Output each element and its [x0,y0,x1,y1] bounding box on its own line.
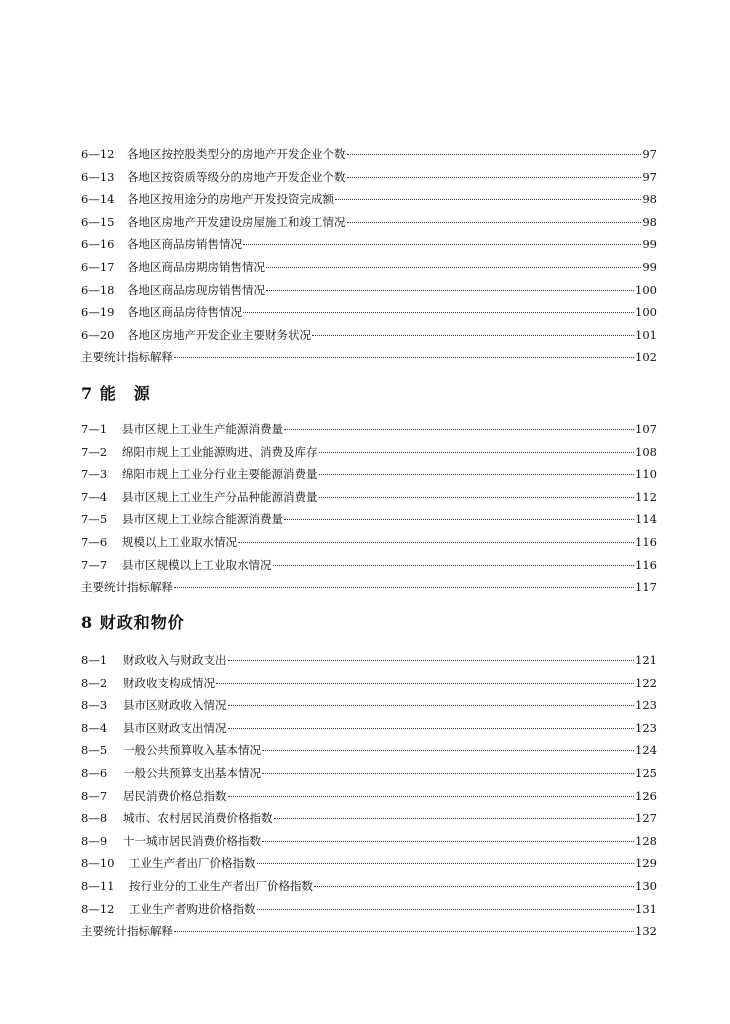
entry-page: 128 [635,833,657,848]
entry-number: 7—1 [81,422,108,436]
entry-page: 101 [635,327,657,342]
toc-entry[interactable] [81,672,657,695]
dot-leader [228,660,635,661]
entry-page: 125 [635,765,657,780]
entry-title: 按行业分的工业生产者出厂价格指数 [129,878,313,893]
entry-page: 100 [635,282,657,297]
dot-leader [319,452,635,453]
toc-entry[interactable] [81,324,657,347]
entry-page: 116 [635,534,657,549]
toc-entry-explanation[interactable] [81,920,657,943]
entry-page: 130 [635,878,657,893]
entry-title: 各地区商品房待售情况 [127,305,242,320]
entry-number: 8—1 [81,653,108,667]
dot-leader [335,199,641,200]
entry-title: 县市区规上工业生产能源消费量 [122,422,283,436]
toc-entry-explanation[interactable] [81,346,657,369]
dot-leader [347,177,642,178]
dot-leader [319,474,635,475]
toc-entry[interactable] [81,301,657,324]
toc-entry[interactable] [81,852,657,875]
entry-number: 6—20 [81,327,115,342]
toc-entry[interactable] [81,508,657,531]
entry-title: 县市区财政收入情况 [123,698,227,713]
entry-number: 6—18 [81,282,115,297]
entry-number: 6—12 [81,147,115,161]
entry-title: 县市区财政支出情况 [123,720,227,735]
entry-title: 各地区房地产开发建设房屋施工和竣工情况 [127,214,346,229]
entry-page: 99 [642,237,657,252]
entry-page: 122 [635,675,657,690]
toc-entry[interactable] [81,211,657,234]
dot-leader [266,290,634,291]
entry-number: 6—13 [81,169,115,184]
toc-entry[interactable] [81,898,657,921]
entry-title: 主要统计指标解释 [81,924,173,939]
entry-number: 8—2 [81,675,108,690]
entry-title: 一般公共预算收入基本情况 [123,743,261,758]
entry-page: 98 [642,192,657,207]
toc-entry[interactable] [81,143,657,166]
toc-entry[interactable] [81,785,657,808]
entry-number: 8—6 [81,765,108,780]
dot-leader [262,773,634,774]
entry-page: 129 [635,856,657,871]
entry-page: 127 [635,811,657,826]
entry-number: 7—2 [81,444,108,459]
toc-entry[interactable] [81,717,657,740]
entry-page: 116 [635,557,657,572]
dot-leader [257,909,635,910]
entry-number: 6—16 [81,237,115,252]
entry-page: 114 [635,512,657,527]
toc-entry[interactable] [81,762,657,785]
entry-number: 7—4 [81,489,108,504]
dot-leader [262,841,634,842]
toc-entry[interactable] [81,830,657,853]
entry-page: 97 [642,169,657,184]
entry-page: 108 [635,444,657,459]
entry-number: 8—8 [81,811,108,826]
dot-leader [257,863,635,864]
entry-title: 县市区规上工业综合能源消费量 [122,512,283,527]
entry-number: 6—17 [81,259,115,274]
entry-page: 112 [635,489,657,504]
toc-entry[interactable] [81,463,657,486]
entry-page: 110 [635,467,657,482]
dot-leader [243,312,634,313]
entry-title: 各地区按资质等级分的房地产开发企业个数 [127,169,346,184]
dot-leader [347,154,642,155]
entry-page: 124 [635,743,657,758]
entry-title: 工业生产者出厂价格指数 [129,856,256,871]
entry-page: 97 [642,147,657,161]
entry-title: 主要统计指标解释 [81,580,173,595]
dot-leader [284,429,634,430]
entry-page: 117 [635,580,657,595]
toc-entry[interactable] [81,807,657,830]
entry-number: 6—15 [81,214,115,229]
entry-title: 绵阳市规上工业分行业主要能源消费量 [122,467,318,482]
entry-title: 绵阳市规上工业能源购进、消费及库存 [122,444,318,459]
section-6-list [81,143,657,369]
entry-number: 8—10 [81,856,115,871]
toc-entry[interactable] [81,649,657,672]
entry-title: 各地区商品房销售情况 [127,237,242,252]
entry-page: 102 [635,350,657,365]
dot-leader [274,818,635,819]
entry-title: 各地区按用途分的房地产开发投资完成额 [127,192,334,207]
dot-leader [228,728,635,729]
entry-page: 121 [635,653,657,667]
entry-number: 7—7 [81,557,108,572]
dot-leader [228,796,635,797]
toc-entry[interactable] [81,166,657,189]
toc-entry[interactable] [81,279,657,302]
toc-entry[interactable] [81,441,657,464]
entry-title: 财政收支构成情况 [123,675,215,690]
entry-title: 居民消费价格总指数 [123,788,227,803]
entry-number: 8—7 [81,788,108,803]
entry-number: 6—14 [81,192,115,207]
dot-leader [216,683,634,684]
entry-number: 8—3 [81,698,108,713]
entry-title: 工业生产者购进价格指数 [129,901,256,916]
toc-entry[interactable] [81,694,657,717]
toc-entry[interactable] [81,256,657,279]
entry-title: 县市区规上工业生产分品种能源消费量 [122,489,318,504]
entry-title: 城市、农村居民消费价格指数 [123,811,273,826]
section-7-list [81,418,657,599]
entry-title: 各地区商品房现房销售情况 [127,282,265,297]
section-8-list [81,649,657,943]
entry-number: 7—5 [81,512,108,527]
dot-leader [228,705,635,706]
entry-title: 财政收入与财政支出 [123,653,227,667]
toc-entry[interactable] [81,531,657,554]
entry-title: 各地区商品房期房销售情况 [127,259,265,274]
dot-leader [266,267,641,268]
dot-leader [238,542,634,543]
dot-leader [273,565,635,566]
entry-number: 8—5 [81,743,108,758]
toc-entry[interactable] [81,486,657,509]
dot-leader [262,750,634,751]
entry-number: 8—12 [81,901,115,916]
section-7-heading: 7 能 源 [81,384,151,403]
entry-page: 132 [635,924,657,939]
entry-page: 98 [642,214,657,229]
entry-number: 8—4 [81,720,108,735]
entry-title: 各地区按控股类型分的房地产开发企业个数 [127,147,346,161]
entry-number: 8—11 [81,878,115,893]
dot-leader [312,335,634,336]
dot-leader [174,931,634,932]
toc-entry[interactable] [81,418,657,441]
toc-entry[interactable] [81,739,657,762]
dot-leader [243,244,641,245]
entry-number: 7—6 [81,534,108,549]
entry-title: 十一城市居民消费价格指数 [123,833,261,848]
entry-page: 107 [635,422,657,436]
dot-leader [347,222,642,223]
dot-leader [284,519,634,520]
dot-leader [174,357,634,358]
entry-number: 8—9 [81,833,108,848]
entry-page: 123 [635,698,657,713]
entry-number: 7—3 [81,467,108,482]
entry-page: 123 [635,720,657,735]
entry-title: 主要统计指标解释 [81,350,173,365]
dot-leader [319,497,635,498]
entry-title: 县市区规模以上工业取水情况 [122,557,272,572]
entry-page: 100 [635,305,657,320]
entry-page: 126 [635,788,657,803]
dot-leader [314,886,634,887]
entry-page: 99 [642,259,657,274]
toc-entry[interactable] [81,554,657,577]
toc-entry[interactable] [81,875,657,898]
entry-page: 131 [635,901,657,916]
toc-entry[interactable] [81,188,657,211]
toc-entry-explanation[interactable] [81,576,657,599]
dot-leader [174,587,634,588]
toc-entry[interactable] [81,233,657,256]
entry-title: 规模以上工业取水情况 [122,534,237,549]
entry-title: 各地区房地产开发企业主要财务状况 [127,327,311,342]
section-8-heading: 8 财政和物价 [81,613,185,632]
entry-number: 6—19 [81,305,115,320]
entry-title: 一般公共预算支出基本情况 [123,765,261,780]
